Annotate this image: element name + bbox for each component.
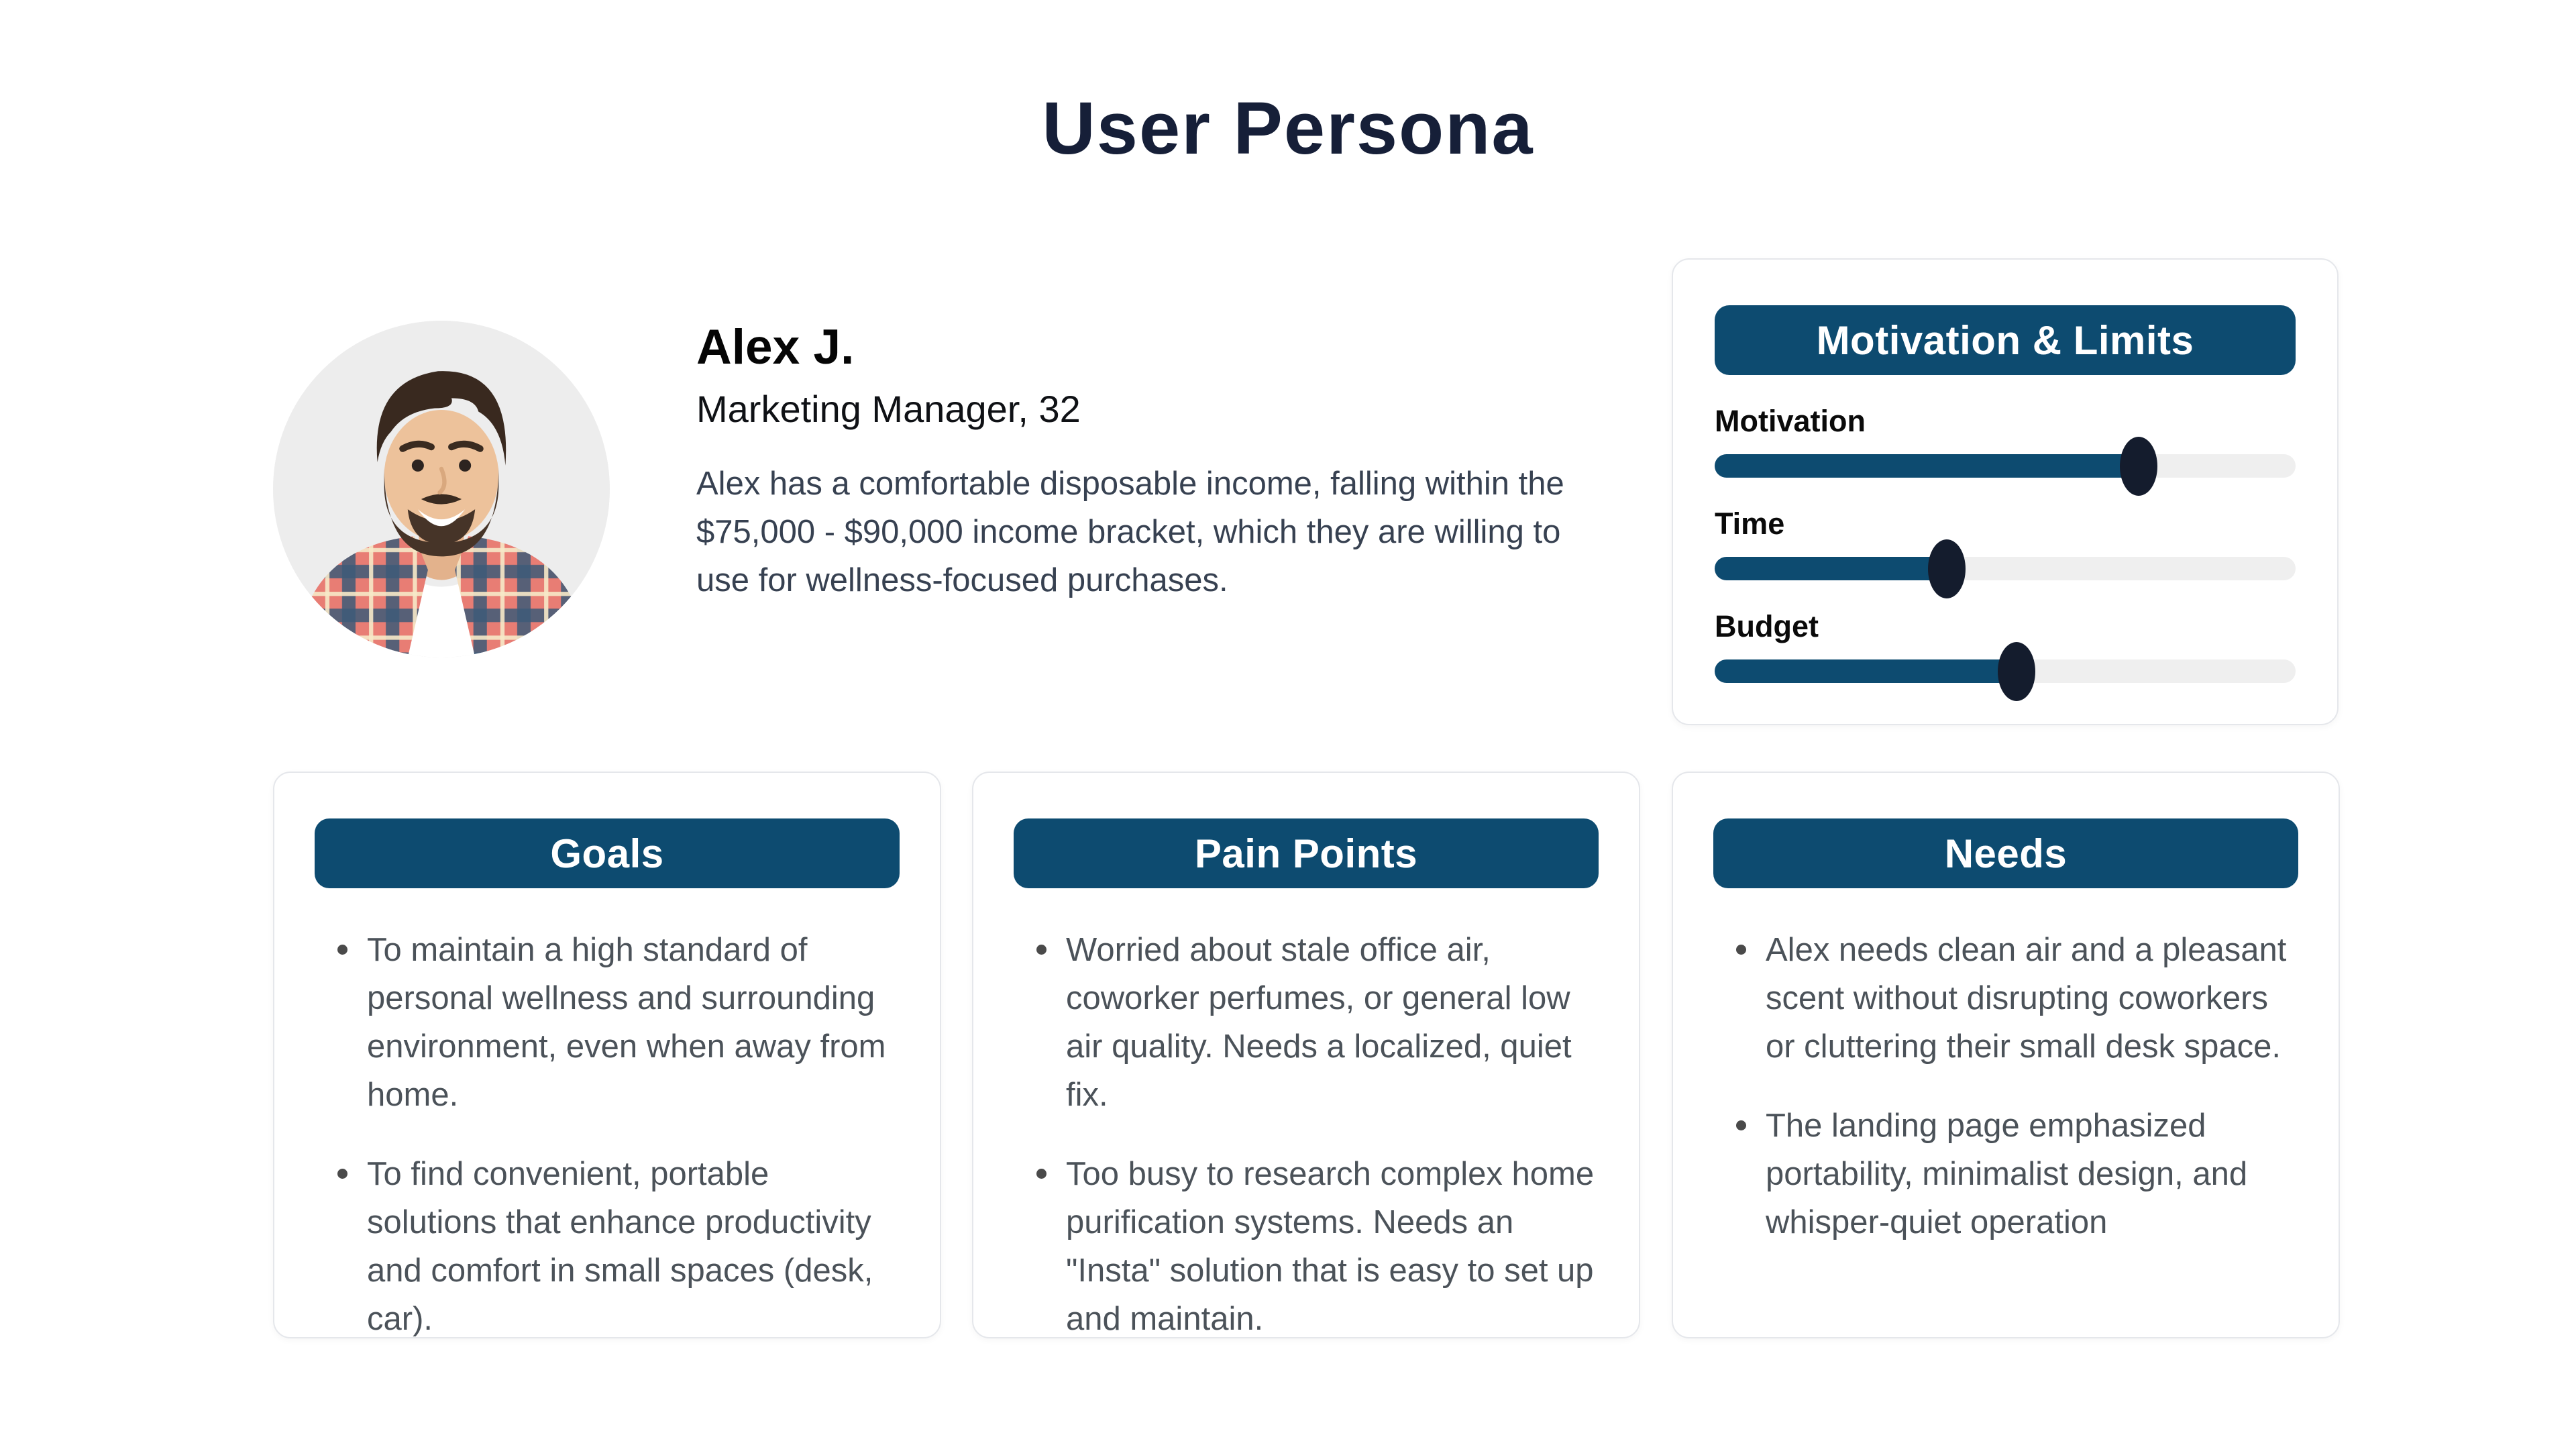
budget-slider[interactable] [1715,659,2296,683]
bullet-dot-icon [1736,945,1746,955]
motivation-slider-fill [1715,454,2139,478]
bullet-dot-icon [1736,1120,1746,1130]
needs-card [1672,772,2340,1338]
list-item [1713,1102,2298,1247]
goals-bullet-1: To maintain a high standard of personal wellness and surrounding environment, even when away from home. [367,932,886,1114]
needs-list [1713,926,2298,1247]
pain-bullet-1: Worried about stale office air, coworker perfumes, or general low air quality. Needs a localized, quiet fix. [1066,932,1572,1114]
goals-list [315,926,900,1343]
budget-slider-knob[interactable] [1998,642,2035,701]
needs-bullet-2: The landing page emphasized portability, minimalist design, and whisper-quiet operation [1766,1108,2248,1241]
time-slider-label: Time [1715,507,1785,541]
profile-section [696,319,1635,604]
motivation-slider-knob[interactable] [2120,437,2157,496]
time-slider[interactable] [1715,557,2296,580]
goals-bullet-2: To find convenient, portable solutions that enhance productivity and comfort in small spaces (desk, car). [367,1156,873,1338]
list-item [1014,1150,1599,1343]
pain-points-list [1014,926,1599,1343]
budget-slider-fill [1715,659,2017,683]
budget-slider-label: Budget [1715,609,1819,643]
motivation-slider[interactable] [1715,454,2296,478]
goals-card [273,772,941,1338]
list-item [315,926,900,1119]
pain-points-header: Pain Points [1014,818,1599,888]
motivation-limits-header: Motivation & Limits [1715,305,2296,375]
pain-points-card [972,772,1640,1338]
pain-bullet-2: Too busy to research complex home purification systems. Needs an "Insta" solution that is easy to set up and maintain. [1066,1156,1595,1338]
persona-name: Alex J. [696,320,855,374]
page-title: User Persona [1042,87,1534,170]
persona-photo-illustration [273,321,610,657]
time-slider-fill [1715,557,1947,580]
goals-header: Goals [315,818,900,888]
bullet-dot-icon [337,945,347,955]
persona-role: Marketing Manager, 32 [696,387,1081,430]
persona-description: Alex has a comfortable disposable income, falling within the $75,000 - $90,000 income bracket, which they are willing to use for wellness-focused purchases. [696,466,1564,599]
bullet-dot-icon [1036,945,1046,955]
bullet-dot-icon [337,1169,347,1179]
list-item [1713,926,2298,1071]
needs-bullet-1: Alex needs clean air and a pleasant scent without disrupting coworkers or cluttering their small desk space. [1766,932,2287,1065]
needs-header: Needs [1713,818,2298,888]
bullet-dot-icon [1036,1169,1046,1179]
time-slider-knob[interactable] [1928,539,1966,598]
list-item [1014,926,1599,1119]
motivation-slider-label: Motivation [1715,404,1866,438]
avatar [273,321,610,657]
list-item [315,1150,900,1343]
motivation-limits-card [1672,258,2339,725]
